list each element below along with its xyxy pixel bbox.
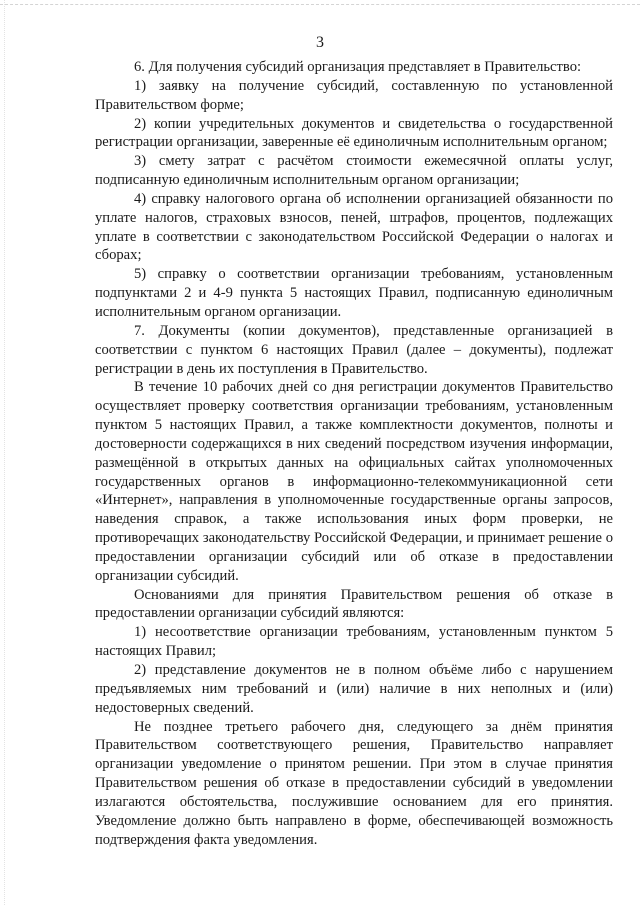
paragraph-6-item-5: 5) справку о соответствии организации требованиям, установленным подпунктами 2 и 4-9 пункта 5 настоящих Правил, подписанную единоличным исполнительным органом организации. <box>95 266 613 320</box>
paragraph-refusal-grounds: Основаниями для принятия Правительством решения об отказе в предоставлении организации субсидий являются: <box>95 586 613 622</box>
paragraph-notification: Не позднее третьего рабочего дня, следующего за днём принятия Правительством соответствующего решения, Правительство направляет организации уведомление о принятом решении. При этом в случае принятия Правительством решения об отказе в предоставлении субсидий в уведомлении излагаются обстоятельства, послужившие основанием для его принятия. Уведомление должно быть направлено в форме, обеспечивающей возможность подтверждения факта уведомления. <box>95 718 613 848</box>
page-number: 3 <box>316 34 324 51</box>
scan-edge-top <box>0 4 640 7</box>
paragraph-6-intro: 6. Для получения субсидий организация представляет в Правительство: <box>134 59 582 75</box>
paragraph-6-item-1: 1) заявку на получение субсидий, составленную по установленной Правительством форме; <box>95 77 613 113</box>
paragraph-6-item-4: 4) справку налогового органа об исполнении организацией обязанности по уплате налогов, страховых взносов, пеней, штрафов, процентов, подлежащих уплате в соответствии с законодательством Российской Федерации о налогах и сборах; <box>95 190 613 264</box>
paragraph-7: 7. Документы (копии документов), представленные организацией в соответствии с пунктом 6 настоящих Правил (далее – документы), подлежат регистрации в день их поступления в Правительство. <box>95 322 613 377</box>
document-body <box>95 58 613 849</box>
scan-edge-left <box>4 0 6 905</box>
paragraph-6-item-3: 3) смету затрат с расчётом стоимости ежемесячной оплаты услуг, подписанную единоличным исполнительным органом организации; <box>95 153 613 189</box>
paragraph-refusal-item-1: 1) несоответствие организации требованиям, установленным пунктом 5 настоящих Правил; <box>95 624 613 660</box>
paragraph-6-item-2: 2) копии учредительных документов и свидетельства о государственной регистрации организации, заверенные её единоличным исполнительным органом; <box>95 115 613 151</box>
paragraph-review-period: В течение 10 рабочих дней со дня регистрации документов Правительство осуществляет проверку соответствия организации требованиям, установленным пунктом 5 настоящих Правил, а также комплектности документов, полноты и достоверности содержащихся в них сведений посредством изучения информации, размещённой в открытых данных на официальных сайтах уполномоченных государственных органов в информационно-телекоммуникационной сети «Интернет», направления в уполномоченные государственные органы запросов, наведения справок, а также использования иных форм проверки, не противоречащих законодательству Российской Федерации, и принимает решение о предоставлении организации субсидий или об отказе в предоставлении организации субсидий. <box>95 379 613 584</box>
paragraph-refusal-item-2: 2) представление документов не в полном объёме либо с нарушением предъявляемых ним требований и (или) наличие в них неполных и (или) недостоверных сведений. <box>95 662 613 716</box>
